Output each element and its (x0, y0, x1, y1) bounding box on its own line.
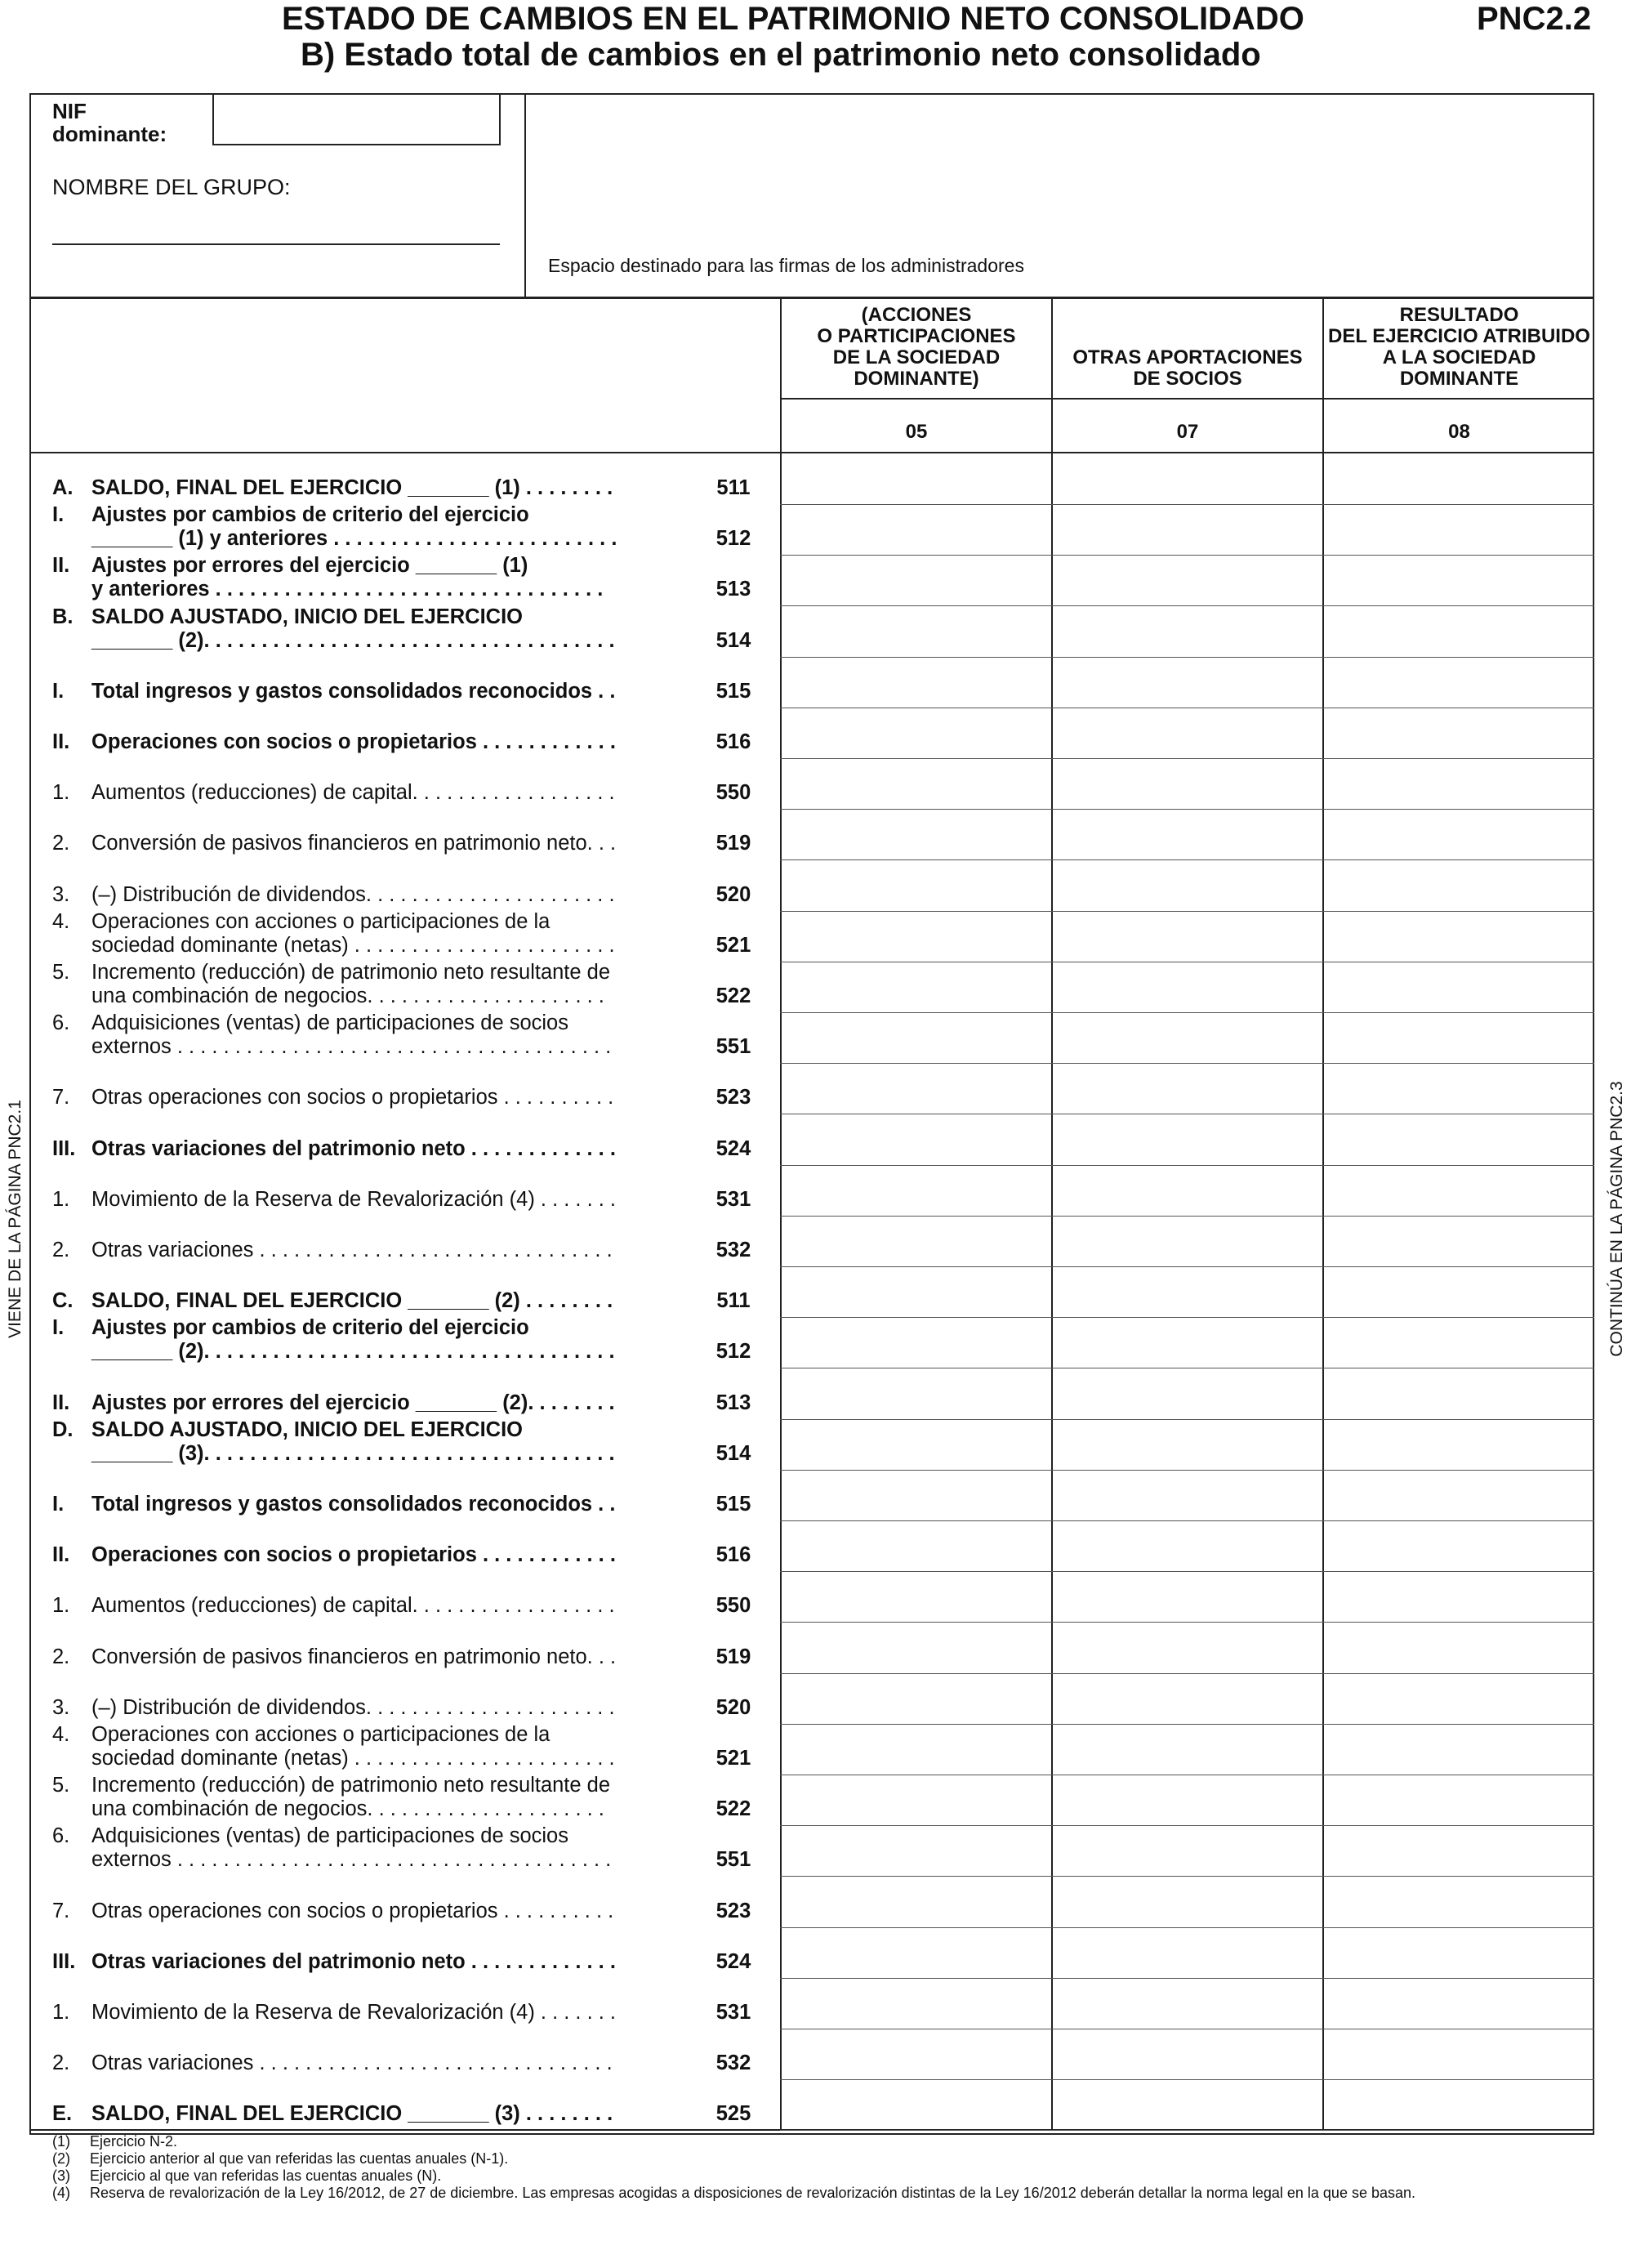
row-number: 5. (52, 1774, 70, 1797)
value-cell-col-05[interactable] (782, 1418, 1051, 1466)
row-label: Total ingresos y gastos consolidados reconocidos . . (91, 1493, 616, 1516)
table-row (52, 961, 657, 1008)
value-cell-col-05[interactable] (782, 1875, 1051, 1922)
group-name-line[interactable] (52, 243, 500, 245)
row-code: 519 (715, 832, 751, 855)
row-number: 4. (52, 1723, 70, 1746)
row-code: 532 (715, 2051, 751, 2075)
value-cell-col-07[interactable] (1053, 1316, 1322, 1364)
value-cell-col-08[interactable] (1324, 554, 1594, 601)
side-label-right: CONTINÚA EN LA PÁGINA PNC2.3 (1607, 1081, 1626, 1357)
value-cell-col-05[interactable] (782, 961, 1051, 1008)
value-cell-col-05[interactable] (782, 1266, 1051, 1313)
value-cell-col-05[interactable] (782, 453, 1051, 500)
value-cell-col-07[interactable] (1053, 1418, 1322, 1466)
value-cell-col-05[interactable] (782, 2078, 1051, 2126)
row-number: 7. (52, 1086, 70, 1109)
table-row (52, 605, 657, 653)
value-cell-col-05[interactable] (782, 1011, 1051, 1059)
row-code: 550 (715, 781, 751, 805)
value-cell-col-08[interactable] (1324, 1977, 1594, 2025)
row-code: 513 (715, 1391, 751, 1414)
row-label: SALDO AJUSTADO, INICIO DEL EJERCICIO _______ (3). . . . . . . . . . . . . . . . . . . . . . . . . . . . . . . . . . . . (91, 1418, 615, 1465)
value-cell-col-07[interactable] (1053, 2078, 1322, 2126)
footnote-1: (1) Ejercicio N-2. (52, 2133, 178, 2150)
value-cell-col-05[interactable] (782, 1164, 1051, 1212)
table-row (52, 1239, 657, 1262)
value-cell-col-08[interactable] (1324, 961, 1594, 1008)
value-cell-col-07[interactable] (1053, 1926, 1322, 1974)
table-row (52, 883, 657, 907)
row-number: 1. (52, 2001, 70, 2024)
row-label: Conversión de pasivos financieros en patrimonio neto. . . (91, 1645, 617, 1668)
row-code: 514 (715, 1441, 751, 1465)
row-label: Incremento (reducción) de patrimonio neto resultante de una combinación de negocios. . . . . . . . . . . . . . . . . . . . . (91, 961, 611, 1007)
table-row (52, 476, 657, 500)
footnote-4: (4) Reserva de revalorización de la Ley 16/2012, de 27 de diciembre. Las empresas acogidas a disposiciones de revalorización distintas de la Ley 16/2012 deberán detallar la norma legal en la que se basan. (52, 2185, 1416, 2201)
value-cell-col-08[interactable] (1324, 1164, 1594, 1212)
value-cell-col-08[interactable] (1324, 1062, 1594, 1109)
table-row (52, 1391, 657, 1415)
row-code: 515 (715, 1493, 751, 1516)
row-code: 531 (715, 2001, 751, 2024)
column-number-08: 08 (1448, 421, 1470, 443)
row-number: III. (52, 1136, 76, 1160)
column-number-05: 05 (905, 421, 928, 443)
value-cell-col-05[interactable] (782, 1113, 1051, 1160)
row-number: I. (52, 503, 65, 527)
row-number: II. (52, 554, 70, 578)
value-cell-col-05[interactable] (782, 554, 1051, 601)
table-row (52, 503, 657, 551)
value-cell-col-07[interactable] (1053, 1266, 1322, 1313)
value-cell-col-08[interactable] (1324, 1113, 1594, 1160)
row-number: 1. (52, 1187, 70, 1211)
value-cell-col-07[interactable] (1053, 1164, 1322, 1212)
nif-input-box[interactable] (212, 93, 501, 145)
value-cell-col-05[interactable] (782, 1062, 1051, 1109)
value-cell-col-07[interactable] (1053, 1520, 1322, 1567)
table-row (52, 1086, 657, 1109)
row-number: B. (52, 605, 74, 628)
row-number: 2. (52, 1645, 70, 1668)
value-cell-col-08[interactable] (1324, 1774, 1594, 1821)
row-number: 7. (52, 1899, 70, 1922)
value-cell-col-05[interactable] (782, 808, 1051, 855)
value-cell-col-05[interactable] (782, 2028, 1051, 2075)
value-cell-col-07[interactable] (1053, 757, 1322, 805)
row-number: A. (52, 476, 74, 499)
row-label: Operaciones con socios o propietarios . . . . . . . . . . . . (91, 730, 616, 753)
row-label: Incremento (reducción) de patrimonio neto resultante de una combinación de negocios. . . . . . . . . . . . . . . . . . . . . (91, 1774, 611, 1821)
value-cell-col-07[interactable] (1053, 1062, 1322, 1109)
value-cell-col-08[interactable] (1324, 1520, 1594, 1567)
row-code: 531 (715, 1187, 751, 1211)
row-code: 511 (716, 476, 751, 499)
row-number: II. (52, 1543, 70, 1567)
value-cell-col-07[interactable] (1053, 453, 1322, 500)
value-cell-col-08[interactable] (1324, 910, 1594, 958)
row-number: 1. (52, 781, 70, 805)
row-label: Otras operaciones con socios o propietarios . . . . . . . . . . (91, 1899, 614, 1922)
value-cell-col-08[interactable] (1324, 1824, 1594, 1872)
value-cell-col-07[interactable] (1053, 1011, 1322, 1059)
value-cell-col-07[interactable] (1053, 1774, 1322, 1821)
value-cell-col-08[interactable] (1324, 1418, 1594, 1466)
value-cell-col-05[interactable] (782, 1672, 1051, 1720)
row-number: 4. (52, 909, 70, 933)
value-cell-col-07[interactable] (1053, 1113, 1322, 1160)
value-cell-col-07[interactable] (1053, 605, 1322, 652)
table-row (52, 680, 657, 703)
value-cell-col-07[interactable] (1053, 1621, 1322, 1668)
value-cell-col-05[interactable] (782, 605, 1051, 652)
table-row (52, 1543, 657, 1567)
value-cell-col-08[interactable] (1324, 1672, 1594, 1720)
row-label: Ajustes por errores del ejercicio _______ (1) y anteriores . . . . . . . . . . . . . . . . . . . . . . . . . . . . . . . . . . (91, 554, 604, 601)
row-number: I. (52, 1493, 65, 1516)
header-divider-1 (780, 398, 1594, 400)
row-code: 521 (715, 933, 751, 957)
row-label: Otras variaciones del patrimonio neto . . . . . . . . . . . . . (91, 1136, 616, 1160)
row-code: 551 (715, 1848, 751, 1872)
value-cell-col-07[interactable] (1053, 707, 1322, 754)
value-cell-col-05[interactable] (782, 1520, 1051, 1567)
table-row (52, 1188, 657, 1212)
form-code: PNC2.2 (1477, 1, 1592, 37)
row-number: 3. (52, 1695, 70, 1719)
column-header-07: OTRAS APORTACIONES DE SOCIOS (1072, 346, 1303, 390)
row-number: 2. (52, 1239, 70, 1261)
group-name-label: NOMBRE DEL GRUPO: (52, 175, 291, 199)
value-cell-col-08[interactable] (1324, 1875, 1594, 1922)
value-cell-col-07[interactable] (1053, 1977, 1322, 2025)
row-number: E. (52, 2102, 73, 2126)
value-cell-col-08[interactable] (1324, 808, 1594, 855)
page-subtitle: B) Estado total de cambios en el patrimonio neto consolidado (301, 37, 1261, 73)
identification-divider (524, 93, 526, 298)
value-cell-col-08[interactable] (1324, 1316, 1594, 1364)
row-label: Otras variaciones del patrimonio neto . . . . . . . . . . . . . (91, 1949, 616, 1973)
table-row (52, 2001, 657, 2025)
row-label: Ajustes por errores del ejercicio _______ (2). . . . . . . . (91, 1391, 615, 1414)
row-label: Operaciones con acciones o participaciones de la sociedad dominante (netas) . . . . . . . . . . . . . . . . . . . . . . . (91, 909, 615, 957)
row-label: (–) Distribución de dividendos. . . . . . . . . . . . . . . . . . . . . . (91, 1695, 615, 1719)
table-row (52, 2051, 657, 2075)
value-cell-col-05[interactable] (782, 656, 1051, 703)
value-cell-col-08[interactable] (1324, 2028, 1594, 2075)
table-row (52, 781, 657, 805)
value-cell-col-05[interactable] (782, 707, 1051, 754)
value-cell-col-05[interactable] (782, 1723, 1051, 1770)
table-row (52, 1900, 657, 1923)
value-cell-col-07[interactable] (1053, 1469, 1322, 1516)
row-number: C. (52, 1289, 74, 1313)
value-cell-col-05[interactable] (782, 859, 1051, 906)
row-label: Total ingresos y gastos consolidados reconocidos . . (91, 679, 616, 703)
footnote-2: (2) Ejercicio anterior al que van referidas las cuentas anuales (N-1). (52, 2150, 509, 2167)
value-cell-col-05[interactable] (782, 1824, 1051, 1872)
row-code: 512 (715, 1340, 751, 1364)
row-number: 6. (52, 1824, 70, 1848)
value-cell-col-08[interactable] (1324, 2078, 1594, 2126)
table-row (52, 1774, 657, 1821)
value-cell-col-05[interactable] (782, 1774, 1051, 1821)
row-number: D. (52, 1418, 74, 1441)
row-number: 6. (52, 1011, 70, 1035)
row-code: 532 (715, 1239, 751, 1261)
value-cell-col-07[interactable] (1053, 859, 1322, 906)
row-code: 551 (715, 1035, 751, 1059)
row-code: 519 (715, 1645, 751, 1668)
row-label: SALDO, FINAL DEL EJERCICIO _______ (1) . . . . . . . . (91, 476, 613, 499)
value-cell-col-05[interactable] (782, 1316, 1051, 1364)
table-row (52, 1950, 657, 1974)
table-row (52, 1696, 657, 1720)
table-row (52, 832, 657, 855)
value-cell-col-05[interactable] (782, 757, 1051, 805)
value-cell-col-05[interactable] (782, 1367, 1051, 1414)
row-label: Ajustes por cambios de criterio del ejercicio _______ (2). . . . . . . . . . . . . . . . . . . . . . . . . . . . . . . . . . . . (91, 1316, 615, 1364)
row-code: 511 (716, 1289, 751, 1313)
value-cell-col-08[interactable] (1324, 757, 1594, 805)
row-number: I. (52, 1316, 65, 1340)
row-number: II. (52, 730, 70, 753)
table-row (52, 910, 657, 958)
table-row (52, 1594, 657, 1618)
value-cell-col-08[interactable] (1324, 503, 1594, 551)
table-row (52, 2102, 657, 2126)
value-cell-col-07[interactable] (1053, 1723, 1322, 1770)
value-cell-col-05[interactable] (782, 1215, 1051, 1262)
page-title: ESTADO DE CAMBIOS EN EL PATRIMONIO NETO CONSOLIDADO (282, 1, 1304, 37)
table-row (52, 1316, 657, 1364)
value-cell-col-07[interactable] (1053, 1367, 1322, 1414)
table-row (52, 1289, 657, 1313)
column-number-07: 07 (1176, 421, 1199, 443)
row-label: Ajustes por cambios de criterio del ejercicio _______ (1) y anteriores . . . . . . . . . . . . . . . . . . . . . . . . . (91, 503, 617, 551)
side-label-left: VIENE DE LA PÁGINA PNC2.1 (6, 1100, 25, 1338)
row-code: 522 (715, 1797, 751, 1821)
row-code: 516 (715, 1543, 751, 1567)
column-header-08: RESULTADO DEL EJERCICIO ATRIBUIDO A LA SOCIEDAD DOMINANTE (1328, 304, 1590, 390)
value-cell-col-08[interactable] (1324, 1011, 1594, 1059)
row-code: 525 (715, 2102, 751, 2126)
value-cell-col-07[interactable] (1053, 1875, 1322, 1922)
table-row (52, 1493, 657, 1516)
table-row (52, 1011, 657, 1059)
value-cell-col-05[interactable] (782, 1977, 1051, 2025)
value-cell-col-08[interactable] (1324, 1215, 1594, 1262)
signature-space-label: Espacio destinado para las firmas de los administradores (548, 255, 1024, 276)
value-cell-col-07[interactable] (1053, 2028, 1322, 2075)
row-code: 520 (715, 882, 751, 906)
row-number: 1. (52, 1594, 70, 1618)
row-number: 3. (52, 882, 70, 906)
value-cell-col-07[interactable] (1053, 1824, 1322, 1872)
value-cell-col-05[interactable] (782, 1621, 1051, 1668)
value-cell-col-05[interactable] (782, 1469, 1051, 1516)
row-label: Otras variaciones . . . . . . . . . . . . . . . . . . . . . . . . . . . . . . . (91, 2051, 613, 2075)
value-cell-col-08[interactable] (1324, 605, 1594, 652)
row-label: Operaciones con acciones o participaciones de la sociedad dominante (netas) . . . . . . . . . . . . . . . . . . . . . . . (91, 1723, 615, 1770)
row-code: 512 (715, 527, 751, 551)
row-code: 515 (715, 679, 751, 703)
row-code: 513 (715, 578, 751, 601)
row-divider (780, 2130, 1594, 2131)
table-row (52, 1645, 657, 1669)
value-cell-col-08[interactable] (1324, 1367, 1594, 1414)
column-header-05: (ACCIONES O PARTICIPACIONES DE LA SOCIEDAD DOMINANTE) (817, 304, 1016, 390)
value-cell-col-07[interactable] (1053, 656, 1322, 703)
value-cell-col-07[interactable] (1053, 554, 1322, 601)
value-cell-col-07[interactable] (1053, 503, 1322, 551)
row-number: II. (52, 1391, 70, 1414)
row-code: 550 (715, 1594, 751, 1618)
row-code: 524 (715, 1136, 751, 1160)
value-cell-col-08[interactable] (1324, 1926, 1594, 1974)
footnote-3: (3) Ejercicio al que van referidas las cuentas anuales (N). (52, 2168, 442, 2184)
value-cell-col-08[interactable] (1324, 1570, 1594, 1618)
row-code: 516 (715, 730, 751, 753)
row-code: 514 (715, 628, 751, 652)
value-cell-col-05[interactable] (782, 1570, 1051, 1618)
value-cell-col-08[interactable] (1324, 1469, 1594, 1516)
value-cell-col-07[interactable] (1053, 961, 1322, 1008)
row-label: Otras variaciones . . . . . . . . . . . . . . . . . . . . . . . . . . . . . . . (91, 1239, 613, 1261)
row-label: Otras operaciones con socios o propietarios . . . . . . . . . . (91, 1086, 614, 1109)
table-row (52, 1418, 657, 1466)
row-number: III. (52, 1949, 76, 1973)
row-label: Aumentos (reducciones) de capital. . . . . . . . . . . . . . . . . . (91, 1594, 615, 1618)
row-code: 520 (715, 1695, 751, 1719)
row-label: Adquisiciones (ventas) de participaciones de socios externos . . . . . . . . . . . . . . . . . . . . . . . . . . . . . . . . . . . . . . (91, 1011, 612, 1059)
row-label: (–) Distribución de dividendos. . . . . . . . . . . . . . . . . . . . . . (91, 882, 615, 906)
row-label: Aumentos (reducciones) de capital. . . . . . . . . . . . . . . . . . (91, 781, 615, 805)
row-code: 523 (715, 1899, 751, 1922)
table-row (52, 554, 657, 601)
row-number: I. (52, 679, 65, 703)
value-cell-col-08[interactable] (1324, 1266, 1594, 1313)
table-row (52, 1723, 657, 1770)
row-number: 2. (52, 832, 70, 855)
row-number: 5. (52, 961, 70, 984)
table-row (52, 1137, 657, 1161)
row-label: Operaciones con socios o propietarios . . . . . . . . . . . . (91, 1543, 616, 1567)
value-cell-col-08[interactable] (1324, 1723, 1594, 1770)
nif-label: NIF dominante: (52, 99, 167, 146)
row-label: SALDO, FINAL DEL EJERCICIO _______ (2) . . . . . . . . (91, 1289, 613, 1313)
row-label: Movimiento de la Reserva de Revalorización (4) . . . . . . . (91, 1187, 617, 1211)
row-code: 523 (715, 1086, 751, 1109)
value-cell-col-07[interactable] (1053, 910, 1322, 958)
value-cell-col-07[interactable] (1053, 1570, 1322, 1618)
value-cell-col-08[interactable] (1324, 859, 1594, 906)
table-row (52, 1824, 657, 1872)
row-code: 522 (715, 984, 751, 1007)
value-cell-col-05[interactable] (782, 910, 1051, 958)
row-label: SALDO, FINAL DEL EJERCICIO _______ (3) . . . . . . . . (91, 2102, 613, 2126)
row-label: Adquisiciones (ventas) de participaciones de socios externos . . . . . . . . . . . . . . . . . . . . . . . . . . . . . . . . . . . . . . (91, 1824, 612, 1872)
row-code: 521 (715, 1747, 751, 1770)
value-cell-col-08[interactable] (1324, 1621, 1594, 1668)
value-cell-col-08[interactable] (1324, 656, 1594, 703)
row-code: 524 (715, 1949, 751, 1973)
value-cell-col-07[interactable] (1053, 1215, 1322, 1262)
row-label: Conversión de pasivos financieros en patrimonio neto. . . (91, 832, 617, 855)
row-label: SALDO AJUSTADO, INICIO DEL EJERCICIO _______ (2). . . . . . . . . . . . . . . . . . . . . . . . . . . . . . . . . . . . (91, 605, 615, 652)
value-cell-col-05[interactable] (782, 503, 1051, 551)
table-row (52, 730, 657, 754)
value-cell-col-07[interactable] (1053, 1672, 1322, 1720)
value-cell-col-08[interactable] (1324, 453, 1594, 500)
row-label: Movimiento de la Reserva de Revalorización (4) . . . . . . . (91, 2001, 617, 2024)
value-cell-col-05[interactable] (782, 1926, 1051, 1974)
row-number: 2. (52, 2051, 70, 2075)
value-cell-col-08[interactable] (1324, 707, 1594, 754)
value-cell-col-07[interactable] (1053, 808, 1322, 855)
